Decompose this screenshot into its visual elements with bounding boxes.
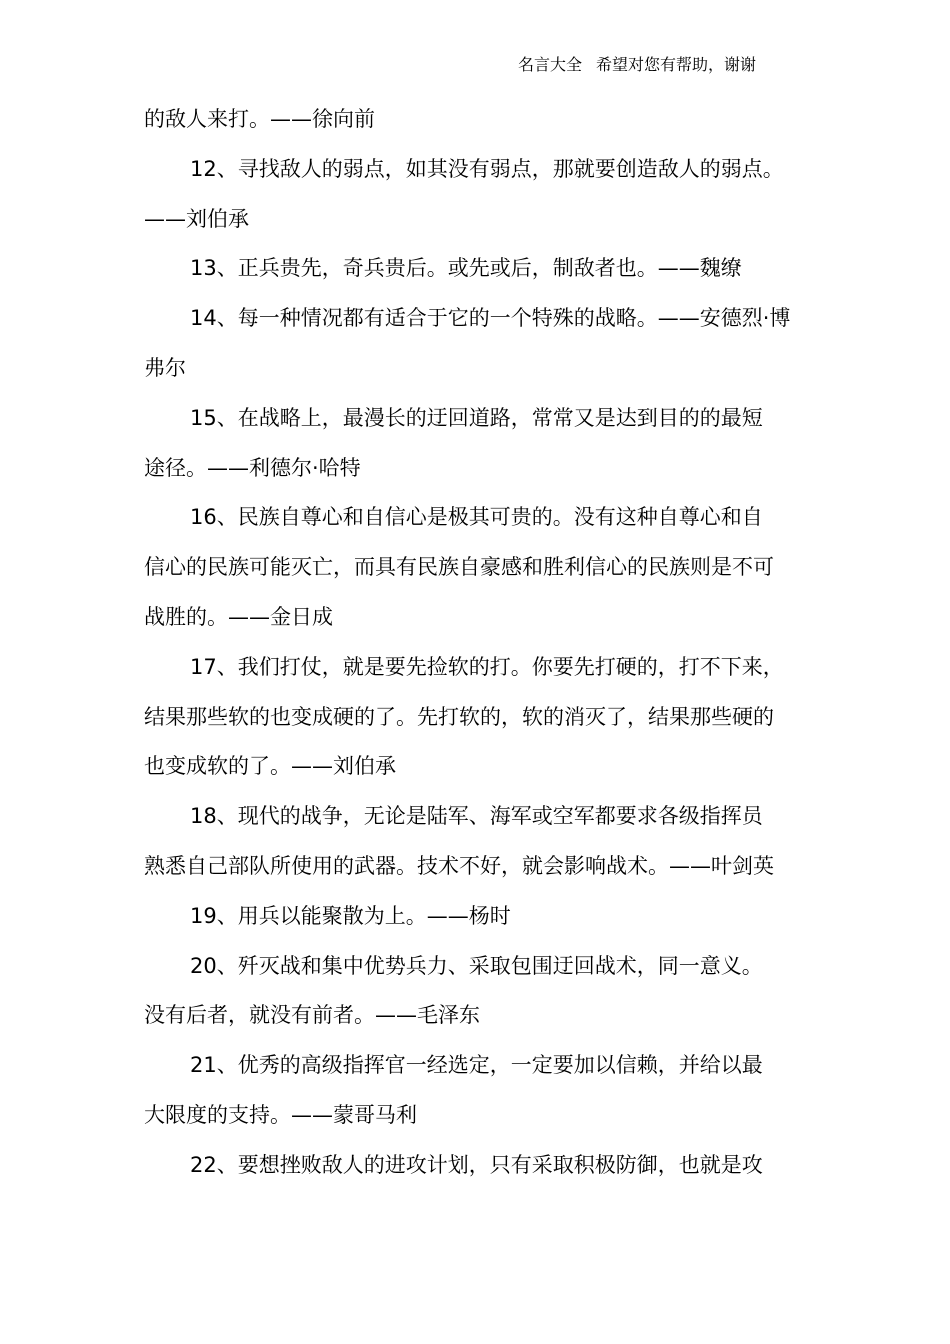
text-line: 12、寻找敌人的弱点，如其没有弱点，那就要创造敌人的弱点。 <box>190 156 784 181</box>
text-line: 19、用兵以能聚散为上。——杨时 <box>190 903 511 928</box>
text-line: 没有后者，就没有前者。——毛泽东 <box>144 1003 480 1028</box>
text-line: 20、歼灭战和集中优势兵力、采取包围迂回战术，同一意义。 <box>190 953 763 978</box>
text-line: 弗尔 <box>144 355 186 380</box>
text-line: 14、每一种情况都有适合于它的一个特殊的战略。——安德烈·博 <box>190 306 791 331</box>
header-subtitle: 希望对您有帮助，谢谢 <box>595 55 756 74</box>
text-line: ——刘伯承 <box>144 206 249 231</box>
header-title: 名言大全 <box>517 55 582 74</box>
page-header <box>518 54 756 76</box>
text-line: 熟悉自己部队所使用的武器。技术不好，就会影响战术。——叶剑英 <box>144 853 774 878</box>
text-line: 17、我们打仗，就是要先捡软的打。你要先打硬的，打不下来， <box>190 654 784 679</box>
text-line: 22、要想挫败敌人的进攻计划，只有采取积极防御，也就是攻 <box>190 1152 763 1177</box>
text-line: 21、优秀的高级指挥官一经选定，一定要加以信赖，并给以最 <box>190 1053 763 1078</box>
text-line: 结果那些软的也变成硬的了。先打软的，软的消灭了，结果那些硬的 <box>144 704 774 729</box>
text-line: 大限度的支持。——蒙哥马利 <box>144 1102 417 1127</box>
text-line: 信心的民族可能灭亡，而具有民族自豪感和胜利信心的民族则是不可 <box>144 555 774 580</box>
text-line: 16、民族自尊心和自信心是极其可贵的。没有这种自尊心和自 <box>190 505 763 530</box>
text-line: 战胜的。——金日成 <box>144 604 333 629</box>
text-line: 18、现代的战争，无论是陆军、海军或空军都要求各级指挥员 <box>190 804 763 829</box>
text-line: 15、在战略上，最漫长的迂回道路，常常又是达到目的的最短 <box>190 405 763 430</box>
text-line: 也变成软的了。——刘伯承 <box>144 754 396 779</box>
text-line: 途径。——利德尔·哈特 <box>144 455 361 480</box>
text-line: 的敌人来打。——徐向前 <box>144 107 375 131</box>
document-body <box>144 95 816 1191</box>
text-line: 13、正兵贵先，奇兵贵后。或先或后，制敌者也。——魏缭 <box>190 256 742 281</box>
